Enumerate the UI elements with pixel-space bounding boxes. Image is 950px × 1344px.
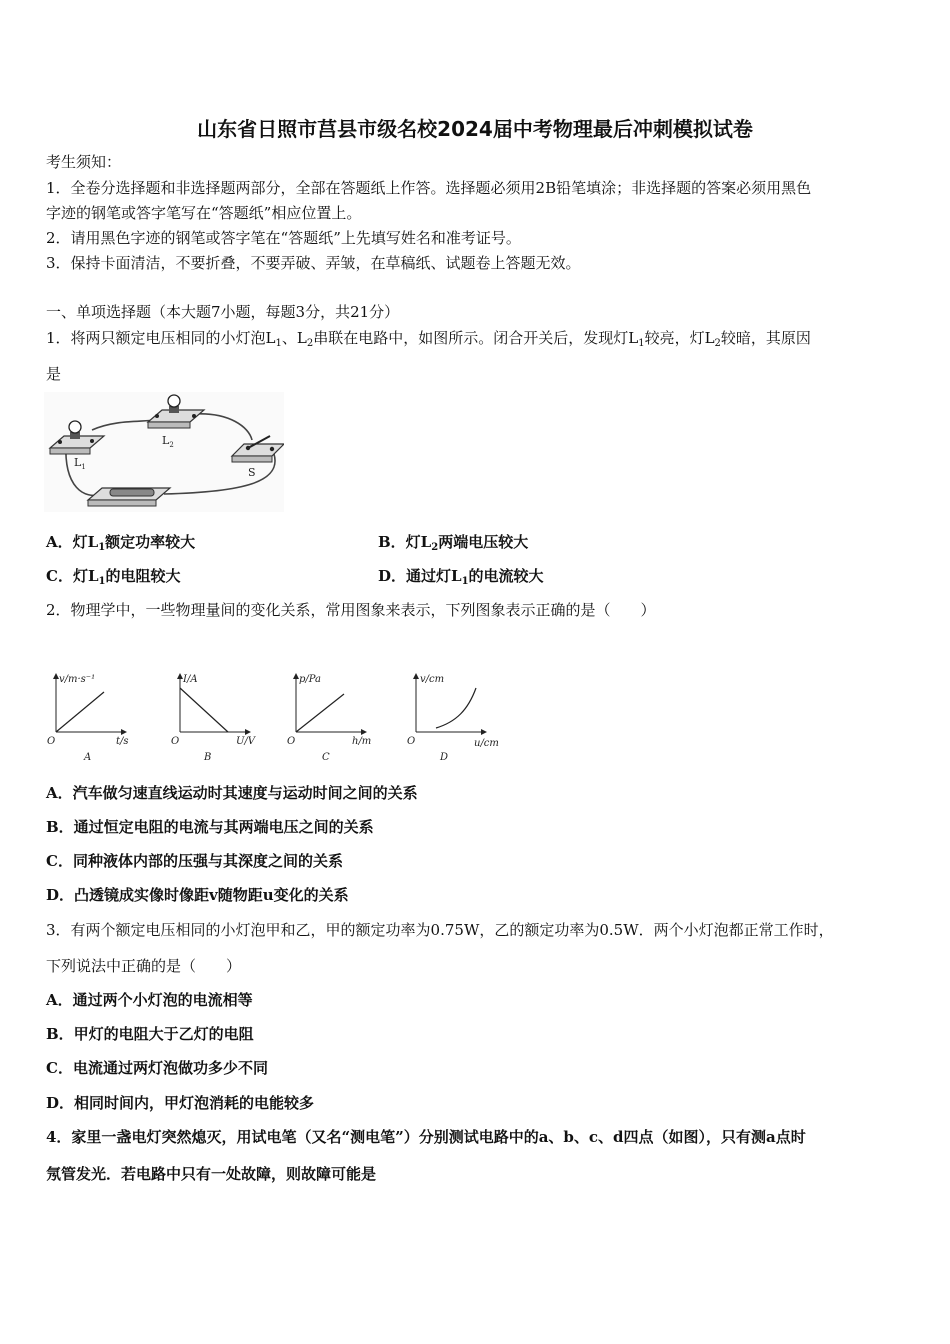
circuit-diagram bbox=[44, 392, 284, 512]
q2-stem: 2．物理学中，一些物理量间的变化关系，常用图象来表示，下列图象表示正确的是（ ） bbox=[46, 601, 656, 619]
graph-d-xlabel: u/cm bbox=[474, 738, 499, 749]
graph-a-tag: A bbox=[84, 752, 92, 763]
graph-a-ylabel: v/m·s⁻¹ bbox=[59, 674, 96, 685]
label-l2: $L_2$ bbox=[162, 434, 174, 449]
graph-a bbox=[47, 674, 129, 763]
graph-c-ylabel: p/Pa bbox=[299, 674, 322, 685]
graph-d bbox=[407, 674, 499, 763]
q1-stem-line1: 1．将两只额定电压相同的小灯泡$L_1$、$L_2$串联在电路中，如图所示。闭合开关后，发现灯$L_1$较亮，灯$L_2$较暗，其原因 bbox=[46, 329, 811, 349]
q3-option-b: B．甲灯的电阻大于乙灯的电阻 bbox=[46, 1025, 254, 1043]
graph-d-origin: O bbox=[407, 736, 416, 747]
q2-graphs bbox=[44, 670, 514, 770]
graph-c-tag: C bbox=[322, 752, 330, 763]
graph-b-line bbox=[180, 688, 228, 732]
label-s: S bbox=[248, 466, 256, 479]
graph-d-curve bbox=[436, 688, 476, 728]
notice-item-1a: 1．全卷分选择题和非选择题两部分，全部在答题纸上作答。选择题必须用2B铅笔填涂；非选择题的答案必须用黑色 bbox=[46, 179, 812, 197]
graph-a-origin: O bbox=[47, 736, 56, 747]
graph-a-xlabel: t/s bbox=[116, 736, 129, 747]
q2-option-a: A．汽车做匀速直线运动时其速度与运动时间之间的关系 bbox=[46, 784, 418, 802]
graph-c-origin: O bbox=[287, 736, 296, 747]
q1-option-a: A．灯$L_1$额定功率较大 bbox=[46, 533, 196, 553]
graph-b-tag: B bbox=[204, 752, 212, 763]
q4-stem-line2: 氖管发光．若电路中只有一处故障，则故障可能是 bbox=[46, 1165, 377, 1183]
q3-option-c: C．电流通过两灯泡做功多少不同 bbox=[46, 1059, 268, 1077]
graph-b-ylabel: I/A bbox=[183, 674, 198, 685]
graph-c bbox=[287, 674, 371, 763]
q1-option-b: B．灯$L_2$两端电压较大 bbox=[378, 533, 529, 553]
q1-option-c: C．灯$L_1$的电阻较大 bbox=[46, 567, 181, 587]
graph-d-ylabel: v/cm bbox=[420, 674, 445, 685]
notice-heading: 考生须知： bbox=[46, 153, 122, 171]
graph-b bbox=[171, 674, 257, 763]
q2-option-c: C．同种液体内部的压强与其深度之间的关系 bbox=[46, 852, 343, 870]
notice-item-1b: 字迹的钢笔或答字笔写在“答题纸”相应位置上。 bbox=[46, 204, 362, 222]
graph-d-tag: D bbox=[440, 752, 449, 763]
graph-b-origin: O bbox=[171, 736, 180, 747]
section-heading: 一、单项选择题（本大题7小题，每题3分，共21分） bbox=[46, 303, 400, 321]
graph-c-xlabel: h/m bbox=[352, 736, 372, 747]
graph-a-line bbox=[56, 692, 104, 732]
q4-stem-line1: 4．家里一盏电灯突然熄灭，用试电笔（又名“测电笔”）分别测试电路中的a、b、c、d四点（如图），只有测a点时 bbox=[46, 1128, 806, 1146]
q3-stem-line2: 下列说法中正确的是（ ） bbox=[46, 957, 242, 975]
q3-stem-line1: 3．有两个额定电压相同的小灯泡甲和乙，甲的额定功率为0.75W，乙的额定功率为0.5W．两个小灯泡都正常工作时， bbox=[46, 921, 834, 939]
notice-item-2: 2．请用黑色字迹的钢笔或答字笔在“答题纸”上先填写姓名和准考证号。 bbox=[46, 229, 521, 247]
q2-option-b: B．通过恒定电阻的电流与其两端电压之间的关系 bbox=[46, 818, 374, 836]
q1-stem-line2: 是 bbox=[46, 365, 62, 383]
q2-option-d: D．凸透镜成实像时像距v随物距u变化的关系 bbox=[46, 886, 349, 904]
q1-option-d: D．通过灯$L_1$的电流较大 bbox=[378, 567, 544, 587]
graph-b-xlabel: U/V bbox=[236, 736, 256, 747]
exam-title: 山东省日照市莒县市级名校2024届中考物理最后冲刺模拟试卷 bbox=[197, 117, 753, 141]
label-l1: $L_1$ bbox=[74, 456, 86, 471]
graph-c-line bbox=[296, 694, 344, 732]
notice-item-3: 3．保持卡面清洁，不要折叠，不要弄破、弄皱，在草稿纸、试题卷上答题无效。 bbox=[46, 254, 581, 272]
q3-option-d: D．相同时间内，甲灯泡消耗的电能较多 bbox=[46, 1094, 315, 1112]
q3-option-a: A．通过两个小灯泡的电流相等 bbox=[46, 991, 253, 1009]
